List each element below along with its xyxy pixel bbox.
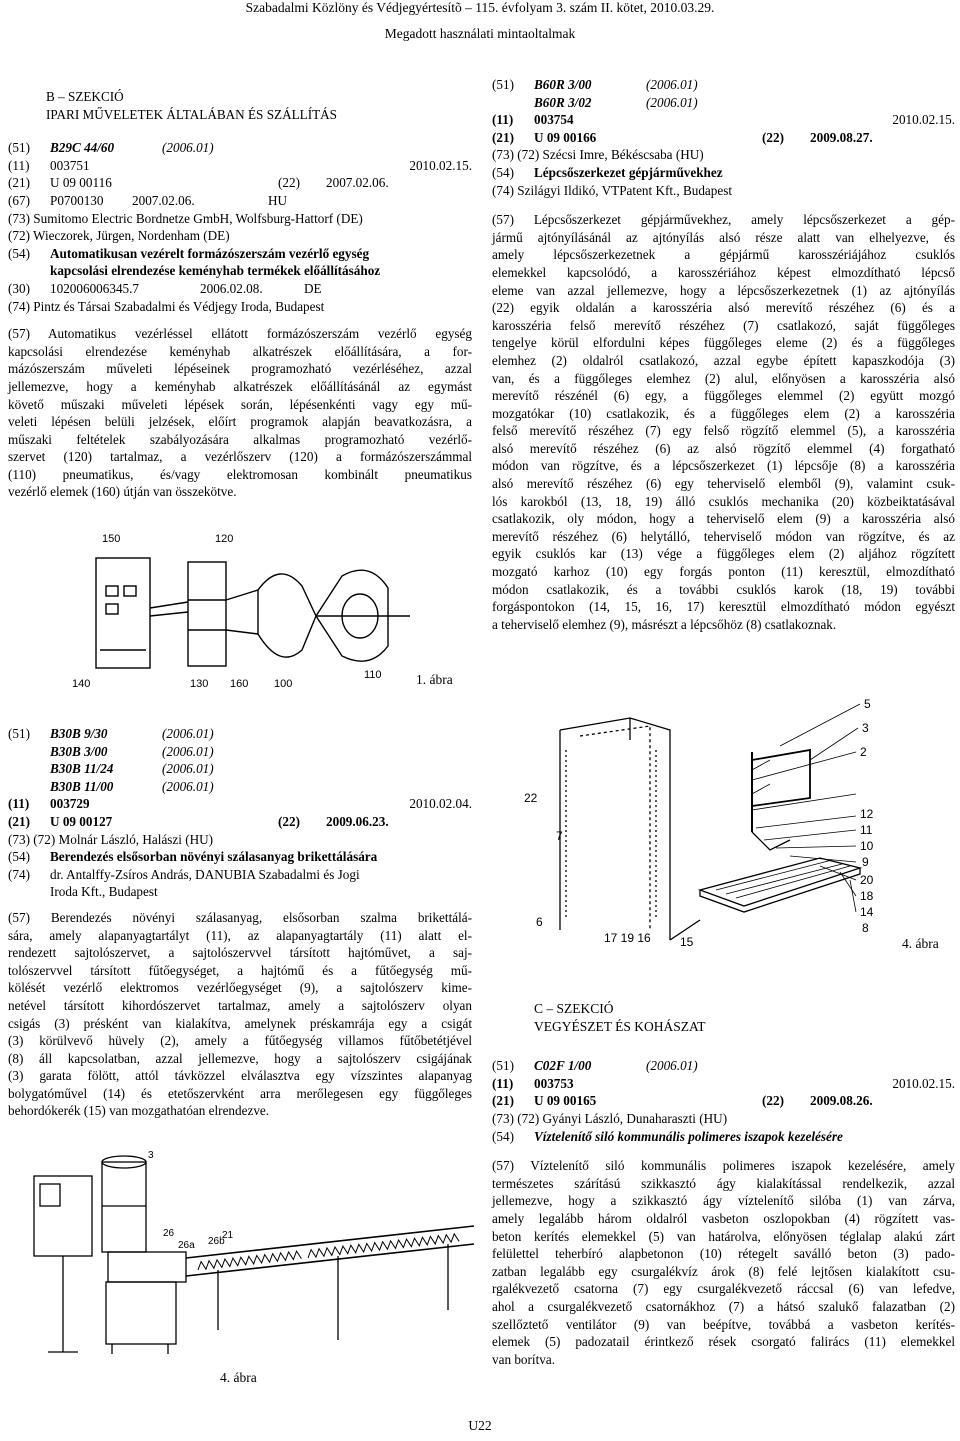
ipc-line-3: B30B 11/24 (2006.01) <box>50 761 214 777</box>
screw-tube-bottom <box>186 1244 474 1276</box>
number-line: (11) 003729 2010.02.04. <box>8 796 472 812</box>
agent-line: (74) Szilágyi Ildikó, VTPatent Kft., Budapest <box>492 182 733 198</box>
title-line: (54) Lépcsőszerkezet gépjárművekhez <box>492 164 723 180</box>
fig1-label-100: 100 <box>274 678 293 690</box>
fig3-label-5: 5 <box>864 697 871 711</box>
fig3-label-7: 7 <box>556 829 563 843</box>
fig3-label-8: 8 <box>862 921 869 935</box>
application-line: (21) U 09 00127 (22) 2009.06.23. <box>8 813 389 829</box>
page-number: U22 <box>468 1418 492 1433</box>
fig2-label-26: 26 <box>163 1228 175 1239</box>
controller-unit <box>188 562 226 666</box>
ipc-line-2: B30B 3/00 (2006.01) <box>50 743 214 759</box>
fig3-label-6: 6 <box>536 915 543 929</box>
fig3-label-12: 12 <box>860 807 874 821</box>
fig3-label-11: 11 <box>860 823 873 837</box>
number-line: (11) 003753 2010.02.15. <box>492 1075 955 1091</box>
fig1-label-110: 110 <box>364 669 382 681</box>
application-line: (21) U 09 00116 (22) 2007.02.06. <box>8 175 389 191</box>
fig1-label-120: 120 <box>215 533 234 545</box>
fig3-label-2: 2 <box>860 745 867 759</box>
ipc-line-2: B60R 3/02 (2006.01) <box>534 94 698 110</box>
section-c-title: C – SZEKCIÓ VEGYÉSZET ÉS KOHÁSZAT <box>534 1001 706 1034</box>
figure-2-caption: 4. ábra <box>220 1370 257 1385</box>
title-line-2: kapcsolási elrendezése keményhab termékek előállításához <box>50 263 381 279</box>
hopper <box>102 1162 146 1252</box>
control-box <box>96 558 150 668</box>
fig3-label-15: 15 <box>680 935 694 949</box>
section-c <box>492 1000 955 1368</box>
agent-line: (74) dr. Antalffy-Zsíros András, DANUBIA Szabadalmi és Jogi <box>8 866 360 882</box>
application-line: (21) U 09 00166 (22) 2009.08.27. <box>492 129 873 145</box>
fig1-label-150: 150 <box>102 533 121 545</box>
entry-003753 <box>492 1057 955 1368</box>
fig1-label-140: 140 <box>72 678 91 690</box>
fig3-label-14: 14 <box>860 905 874 919</box>
title-line: (54) Berendezés elsősorban növényi szálasanyag brikettálására <box>8 849 378 865</box>
agent-line-2: Iroda Kft., Budapest <box>50 884 158 900</box>
owner-line: (73) (72) Gyányi László, Dunaharaszti (HU) <box>492 1110 728 1126</box>
priority-30-line: (30) 102006006345.7 2006.02.08. DE <box>8 280 322 296</box>
ipc-line-1: (51) B30B 9/30 (2006.01) <box>8 726 214 741</box>
fig2-label-21: 21 <box>222 1230 234 1241</box>
door-frame-outer <box>560 718 670 940</box>
title-line: (54) Víztelenítő siló kommunális polimeres iszapok kezelésére <box>492 1128 843 1144</box>
press-body <box>108 1252 186 1282</box>
owner-line: (73) (72) Szécsi Imre, Békéscsaba (HU) <box>492 147 704 163</box>
entry-003729 <box>8 725 472 1120</box>
owner-line: (73) (72) Molnár László, Halászi (HU) <box>8 831 214 847</box>
ipc-line: (51) B29C 44/60 (2006.01) <box>8 140 214 156</box>
fig3-label-18: 18 <box>860 889 874 903</box>
section-b-title: B – SZEKCIÓ IPARI MŰVELETEK ÁLTALÁBAN ÉS SZÁLLÍTÁS <box>46 89 338 122</box>
figure-3-drawing <box>520 690 920 950</box>
fig3-label-3: 3 <box>862 721 869 735</box>
priority-67-line: (67) P0700130 2007.02.06. HU <box>8 192 288 208</box>
title-line: (54) Automatikusan vezérelt formázószerszám vezérlő egység <box>8 245 370 261</box>
owner-line: (73) Sumitomo Electric Bordnetze GmbH, Wolfsburg-Hattorf (DE) <box>8 210 363 226</box>
fig3-label-9: 9 <box>862 855 869 869</box>
entry-003754 <box>492 76 955 633</box>
figure-3-caption: 4. ábra <box>902 936 939 951</box>
fig1-label-130: 130 <box>190 678 209 690</box>
agent-line: (74) Pintz és Társai Szabadalmi és Védjegy Iroda, Budapest <box>8 298 325 314</box>
left-column <box>8 88 472 501</box>
inventor-line: (72) Wieczorek, Jürgen, Nordenham (DE) <box>8 228 230 244</box>
mold-left <box>258 574 316 657</box>
control-cabinet <box>34 1176 92 1256</box>
number-line: (11) 003754 2010.02.15. <box>492 112 955 128</box>
number-line: (11) 003751 2010.02.15. <box>8 157 472 173</box>
abstract: (57) Lépcsőszerkezet gépjárművekhez, amely lépcsőszerkezet a gép- jármű ajtónyílásánál az ajtónyílás alsó része alatt van elhelyezve, és amely lépcsőszerkezetnek a gépjármű karosszériájához csuklós elemekkel kapcsolódó, a karosszériához képest elmozdítható lépcső eleme van azzal jellemezve, hogy a lépcsőszerkezetnek (1) az ajtónyílás (22) egyik oldalán a karosszéria alsó merevítő részéhez (6) és a karosszéria felső merevítő részéhez (7) csatlakozó, saját függőleges tengelye körül elfordulni képes függőleges eleme (2) és a függőleges elemhez (2) oldalról csatlakozó, azzal egybe épített kapaszkodója (3) van, és a függőleges elemhez (2) alul, előnyösen a karosszéria alsó merevítő részénél (6) egy, a függőleges elemmel (2) együtt mozgó mozgatókar (10) csatlakozik, és a függőleges elem (2) a karosszéria felső merevítő részéhez (7) egy felső rögzítő elemmel (5), a karosszéria alsó merevítő részéhez (6) az alsó rögzítő elemmel (4) forgatható módon van rögzítve, és a lépcsőszerkezet (1) lépcsője (8) a karosszéria alsó merevítő részéhez (6) egy teherviselő elemből (9), valamint csuk- lós karokból (13, 18, 19) álló csuklós mechanika (20) közbeiktatásával csatlakozik, oly módon, hogy a teherviselő elem (9) a karosszéria alsó merevítő részéhez (6) helytálló, teherviselő módon van rögzítve, és az egyik csuklós kar (13) vége a függőleges elem (2) aljához rögzített mozgató karhoz (10) egy forgás ponton (11) keresztül, elmozdítható módon csatlakozik, és a további csuklós karok (18, 19) további forgáspontokon (14, 15, 16, 17) keresztül elmozdítható módon egyészt a teherviselő elemhez (9), másrészt a lépcsőhöz (8) csatlakoznak. <box>492 212 955 632</box>
figure-2-drawing <box>8 1140 478 1365</box>
application-line: (21) U 09 00165 (22) 2009.08.26. <box>492 1093 873 1109</box>
ipc-line: (51) C02F 1/00 (2006.01) <box>492 1058 698 1074</box>
fig3-label-17-19-16: 17 19 16 <box>604 931 651 945</box>
fig2-label-26a: 26a <box>178 1240 195 1251</box>
figure-1-drawing <box>70 530 430 690</box>
abstract: (57) Automatikus vezérléssel ellátott formázószerszám vezérlő egység kapcsolási elrendezése keményhab alkatrészek előállítására, a for- mázószerszám műveleti lépéseinek programozható vezérléséhez, azzal jellemezve, hogy a keményhab alkatrészek előállításánál az egymást követő műszaki műveleti lépések során, lépésenkénti vagy egy mű- veleti lépésen belüli jelzések, előírt programok alapján beavatkozásra, a műszaki feltételek szabályozására alkalmas programozható vezérlő- szervet (120) tartalmaz, a vezérlőszerv (120) a formázószerszámmal (110) pneumatikus, és/vagy elektromosan kombinált pneumatikus vezérlő elemek (160) útján van összekötve. <box>8 326 472 500</box>
fig3-label-20: 20 <box>860 873 874 887</box>
journal-header: Szabadalmi Közlöny és Védjegyértesítõ – 115. évfolyam 3. szám II. kötet, 2010.03.29. <box>245 0 715 15</box>
figure-1-caption: 1. ábra <box>416 672 453 687</box>
fig3-label-22: 22 <box>524 791 538 805</box>
fig2-label-3: 3 <box>148 1150 154 1161</box>
ipc-line-4: B30B 11/00 (2006.01) <box>50 778 214 794</box>
ipc-line-1: (51) B60R 3/00 (2006.01) <box>492 77 698 92</box>
fig1-label-160: 160 <box>230 678 249 690</box>
section-header: Megadott használati mintaoltalmak <box>384 26 576 41</box>
fig3-label-10: 10 <box>860 839 874 853</box>
fig2-label-26b: 26b <box>208 1236 225 1247</box>
abstract: (57) Berendezés növényi szálasanyag, elsősorban szalma brikettálá- sára, amely alapanyagtartályt (11), az alapanyagtartály (11) alatt el- rendezett sajtolószervet, a sajtolószervvel társított hajtóművet, a saj- tolószervvel társított fűtőegységet, a hajtómű és a fűtőegység mű- kölését vezérlő elektromos vezérlőegységet (9), a sajtolószerv kime- netével társított kihordószervet tartalmaz, amely a sajtolószerv olyan csigás (3) présként van kialakítva, amelynek préskamrája egy a csigát (3) körülvevő hüvely (2), amely a fűtőegység villamos fűtőbetétjével (8) áll kapcsolatban, azzal jellemezve, hogy a sajtolószerv csigájának (3) garata fölött, attól távközzel elválasztva egy vízszintes alapanyag bolygatóművel (14) és etetőszervként arra merőlegesen egy függőleges behordókerék (15) van mozgathatóan elrendezve. <box>8 909 472 1119</box>
abstract: (57) Víztelenítő siló kommunális polimeres iszapok kezelésére, amely természetes szárítású szikkasztó ágy kialakítással rendelkezik, azzal jellemezve, hogy a szikkasztó ágy víztelenítő silóba (1) van zárva, amely legalább három oldalról vasbeton oszlopokban (4) rögzített vas- beton kerítés elemekkel (5) van határolva, előnyösen téglalap alakú zárt felülettel teherbíró alapbetonon (10) rétegelt saválló beton (3) pado- zatban legalább egy csurgalékvíz árok (8) felé lejtősen kialakított csu- rgalékvezető csatorna (7) egy csurgalékvezető ráccsal (6) van lefedve, ahol a csurgalékvezető csatornákhoz (7) a hátsó szalukő falazatban (2) szellőztető ventilátor (9) van beépítve, továbbá a vasbeton kerítés- elemek (5) padozatail érintkező rések csorgató falirács (11) elemekkel van borítva. <box>492 1158 955 1367</box>
entry-003751 <box>8 139 472 501</box>
